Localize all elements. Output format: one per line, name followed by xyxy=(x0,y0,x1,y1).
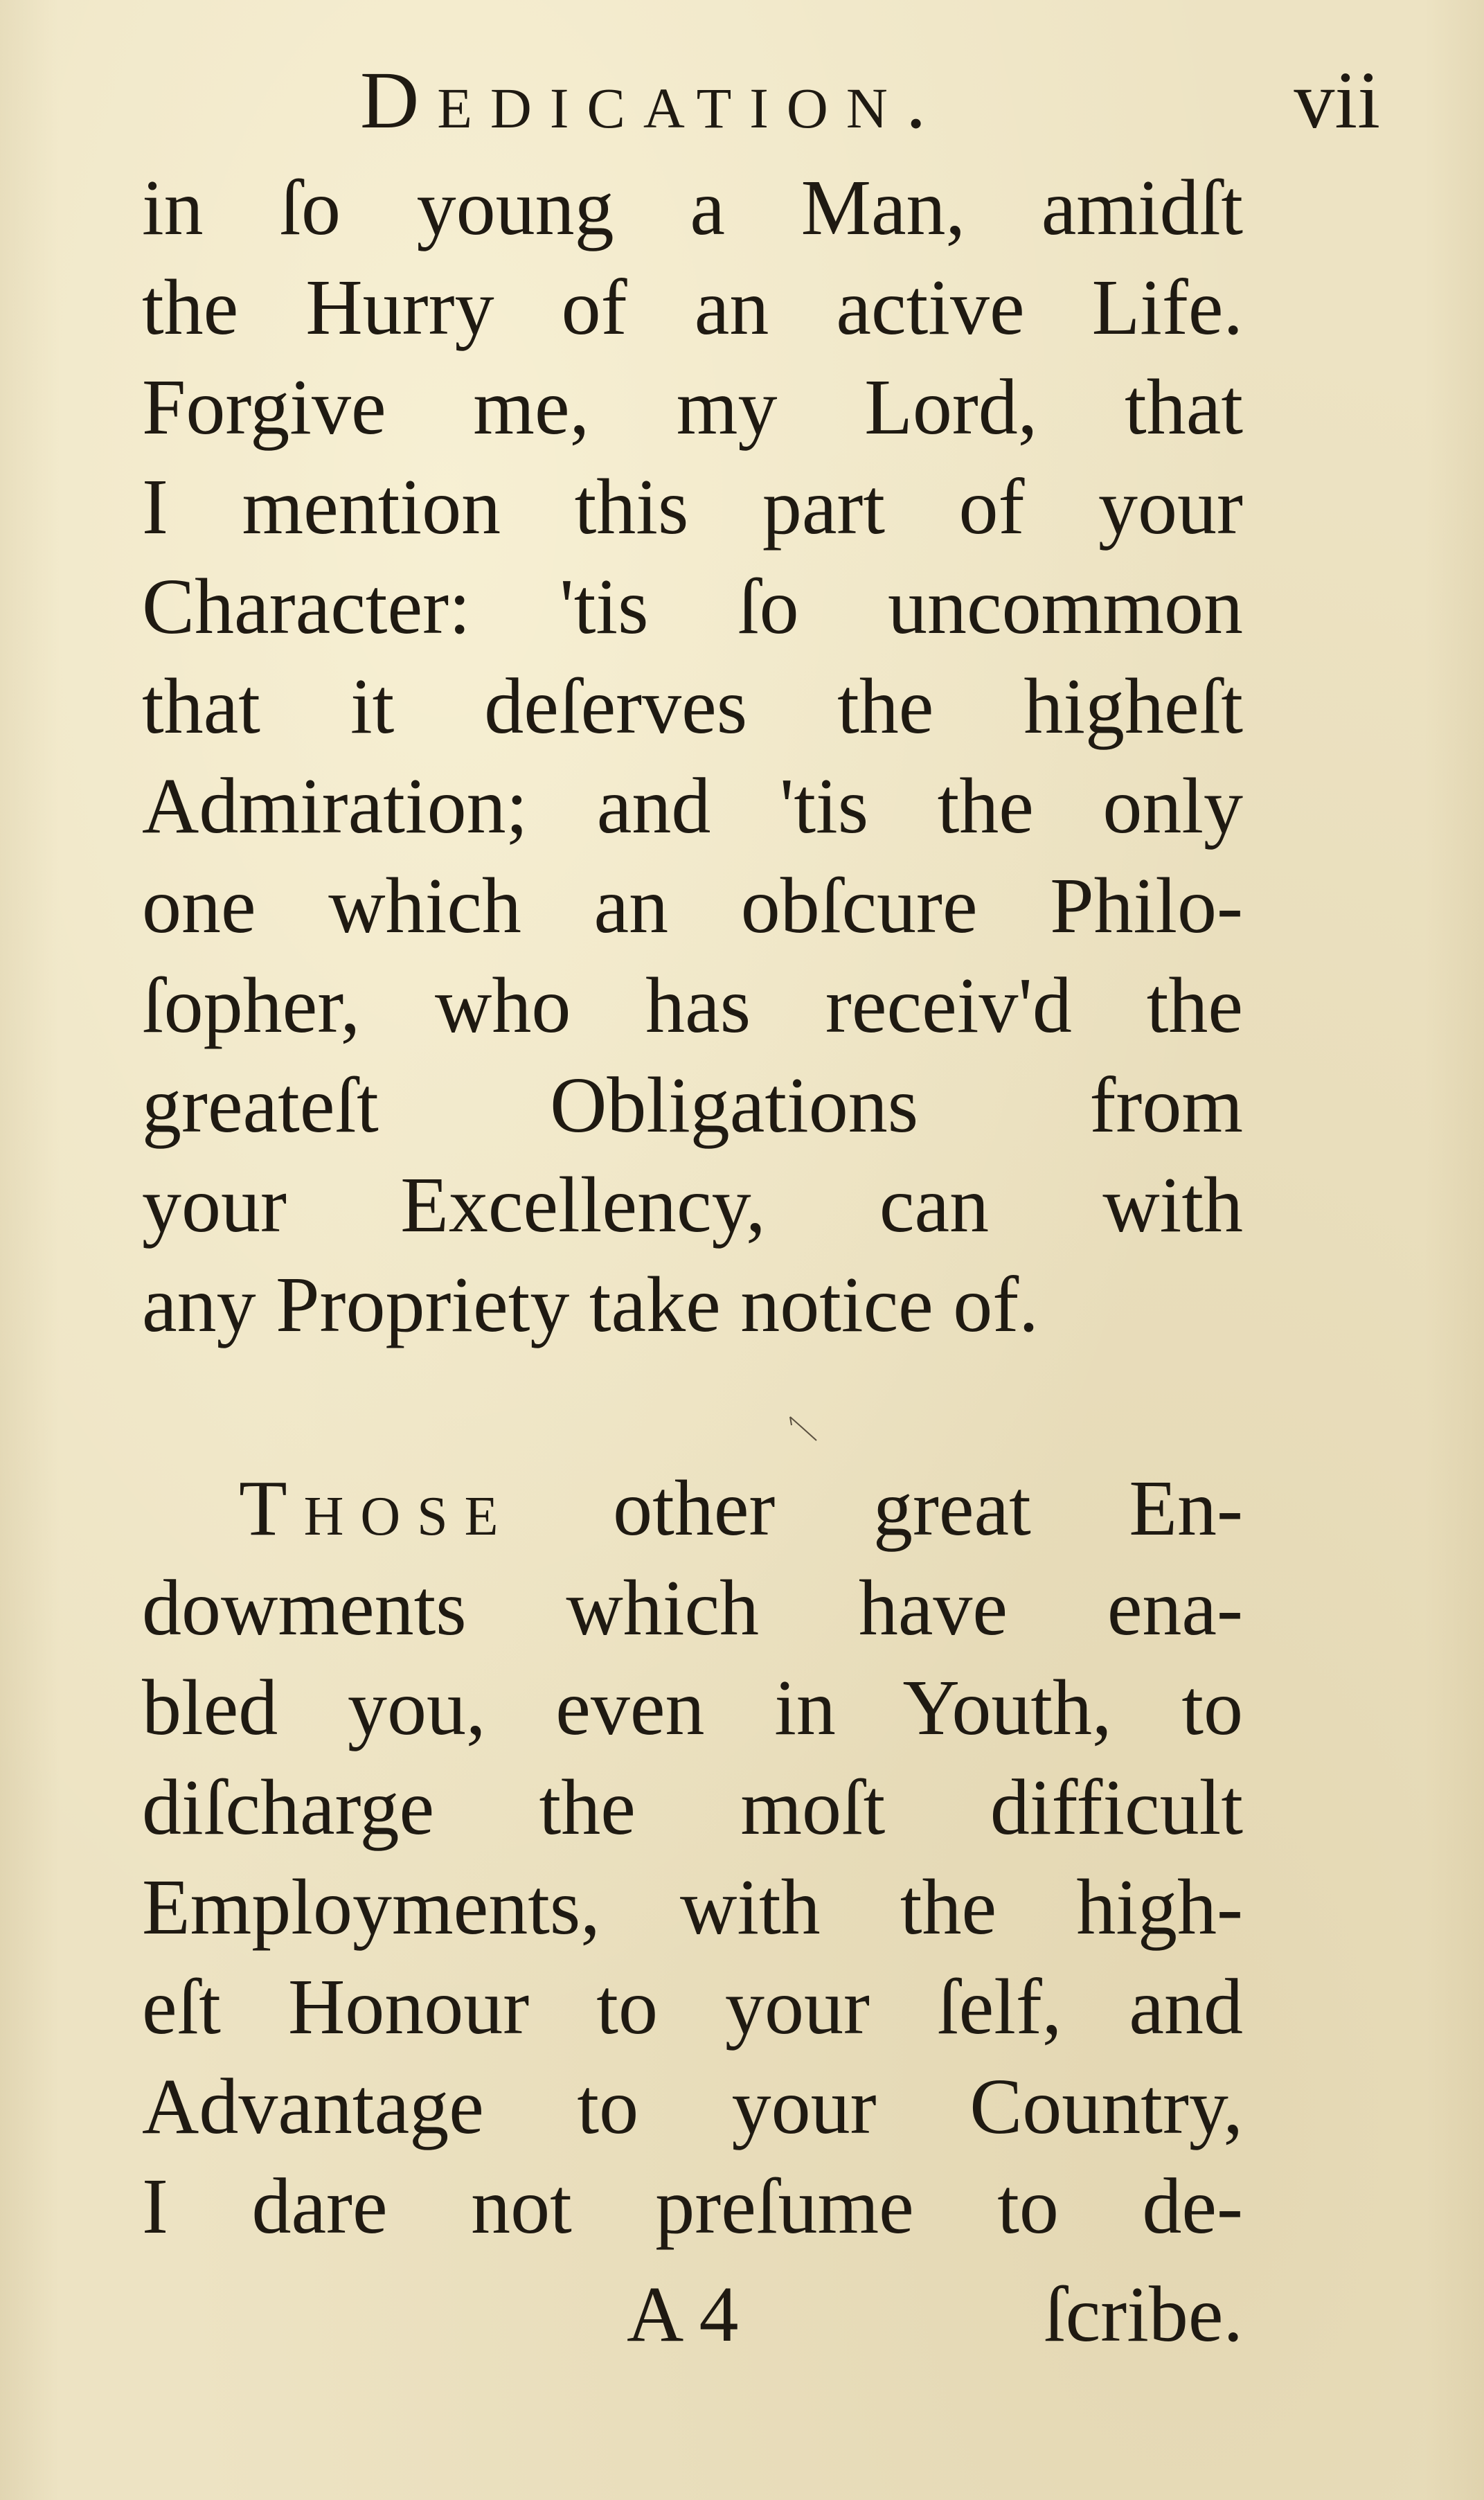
text-line: the Hurry of an active Life. xyxy=(142,263,1243,351)
text-line: your Excellency, can with xyxy=(142,1161,1243,1249)
text-line: diſcharge the moſt difficult xyxy=(142,1763,1243,1851)
text-line: eſt Honour to your ſelf, and xyxy=(142,1963,1243,2051)
paragraph-gap xyxy=(142,1355,1243,1458)
text-line: any Propriety take notice of. xyxy=(142,1260,1039,1348)
text-line: Forgive me, my Lord, that xyxy=(142,363,1243,451)
text-line: Employments, with the high- xyxy=(142,1863,1243,1951)
text-line: I mention this part of your xyxy=(142,463,1243,551)
body-text xyxy=(142,158,1243,2256)
ink-speck xyxy=(786,1413,821,1445)
text-line-first xyxy=(142,1458,1243,1558)
page-footer xyxy=(142,2265,1243,2364)
text-line: Admiration; and 'tis the only xyxy=(142,762,1243,850)
running-head xyxy=(145,42,1380,145)
text-line: bled you, even in Youth, to xyxy=(142,1663,1243,1751)
text-line: in ſo young a Man, amidſt xyxy=(142,163,1243,251)
text-line: Character: 'tis ſo uncommon xyxy=(142,562,1243,650)
text-line: greateſt Obligations from xyxy=(142,1061,1243,1149)
catchword: ſcribe. xyxy=(1043,2270,1243,2358)
paragraph-1 xyxy=(142,158,1243,1355)
text-line: ſopher, who has receiv'd the xyxy=(142,961,1243,1049)
text-line: Advantage to your Country, xyxy=(142,2062,1243,2150)
paragraph-2 xyxy=(142,1458,1243,2256)
text-line: dowments which have ena- xyxy=(142,1564,1243,1652)
first-line-rest: other great En- xyxy=(613,1464,1243,1552)
signature-mark: A 4 xyxy=(627,2270,739,2358)
text-line: one which an obſcure Philo- xyxy=(142,861,1243,949)
page-number: vii xyxy=(1294,55,1380,145)
running-head-title: Dedication. xyxy=(360,55,945,145)
paragraph-lead-word: Those xyxy=(239,1464,515,1552)
text-line: I dare not preſume to de- xyxy=(142,2162,1243,2250)
text-line: that it deſerves the higheſt xyxy=(142,662,1243,750)
